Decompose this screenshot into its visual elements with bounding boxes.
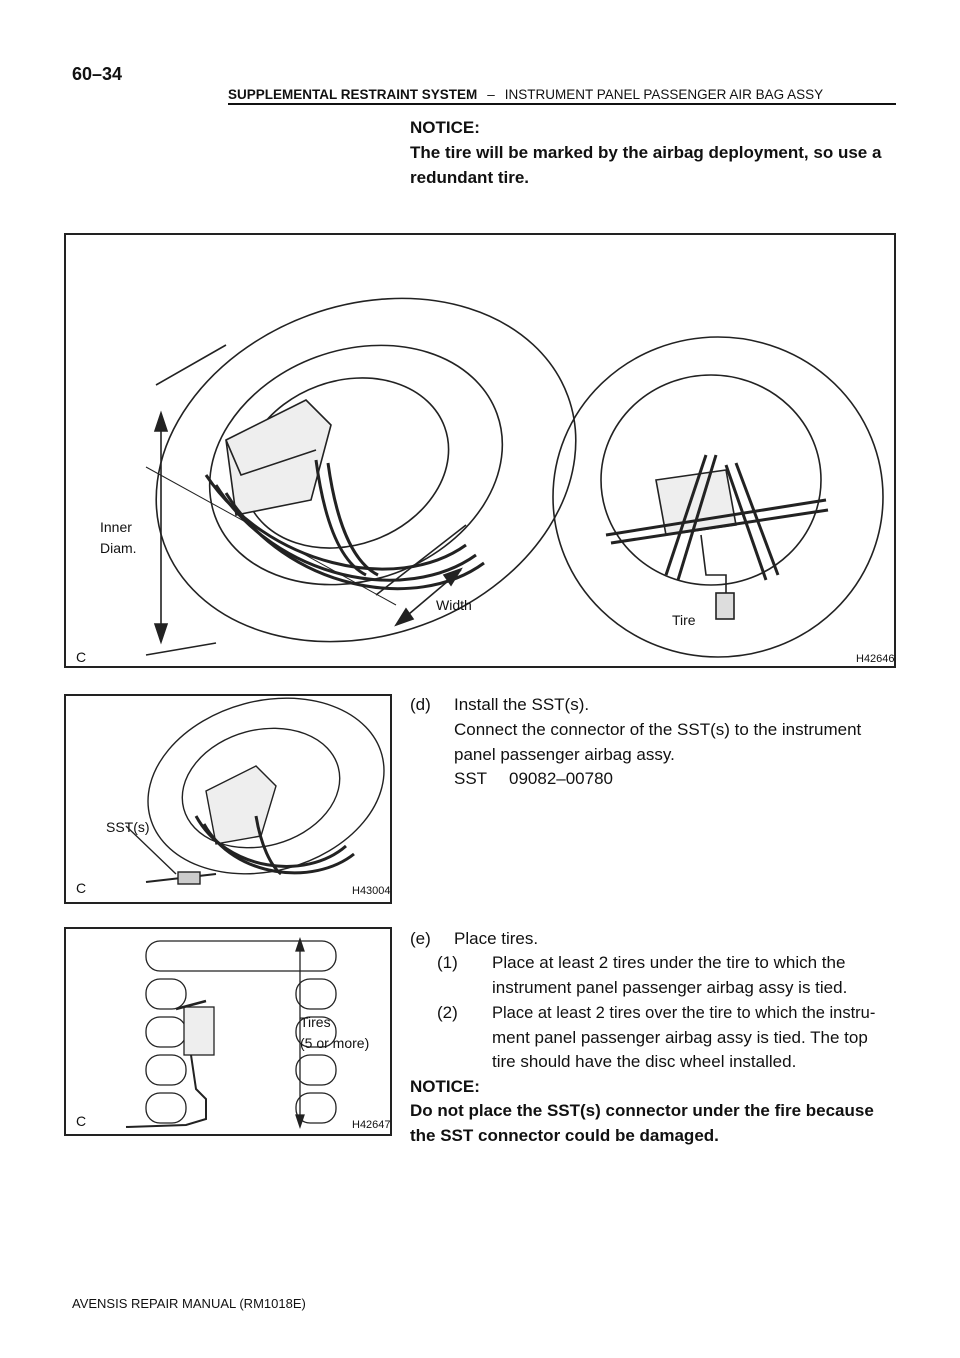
sst-label: SST [454, 769, 488, 788]
label-tires: Tires [300, 1014, 331, 1030]
sst-number: 09082–00780 [509, 769, 614, 788]
step-text: panel passenger airbag assy. [454, 745, 675, 764]
substep-marker: (1) [437, 953, 458, 972]
notice-title: NOTICE: [410, 118, 480, 137]
substep-text: tire should have the disc wheel installed. [492, 1052, 797, 1071]
notice-line: redundant tire. [410, 168, 530, 187]
step-text: Connect the connector of the SST(s) to the instrument [454, 720, 862, 739]
figure-code: H42647 [352, 1119, 391, 1131]
notice-title: NOTICE: [410, 1077, 480, 1096]
figure-corner-mark: C [76, 880, 87, 896]
figure-sst-connection [64, 694, 392, 904]
subsection-title: INSTRUMENT PANEL PASSENGER AIR BAG ASSY [504, 87, 824, 102]
header-separator: – [487, 87, 495, 102]
label-inner: Inner [100, 519, 132, 535]
figure-corner-mark: C [76, 1113, 87, 1129]
tire-stack-illustration [66, 929, 390, 1134]
figure-code: H42646 [856, 653, 895, 665]
substep-text: ment panel passenger airbag assy is tied. The top [492, 1028, 868, 1047]
footer-manual-title: AVENSIS REPAIR MANUAL (RM1018E) [72, 1296, 306, 1311]
substep-marker: (2) [437, 1003, 458, 1022]
step-marker: (e) [410, 929, 431, 948]
sst-illustration [66, 696, 390, 902]
running-header [228, 87, 896, 102]
label-tires-count: (5 or more) [300, 1035, 370, 1051]
substep-text: Place at least 2 tires under the tire to which the [492, 953, 846, 972]
tire-illustration [66, 235, 894, 666]
figure-code: H43004 [352, 885, 391, 897]
notice-line: the SST connector could be damaged. [410, 1126, 719, 1145]
substep-text: instrument panel passenger airbag assy is tied. [492, 978, 848, 997]
figure-corner-mark: C [76, 649, 87, 665]
header-rule [228, 103, 896, 105]
page-number: 60–34 [72, 64, 123, 84]
notice-line: The tire will be marked by the airbag deployment, so use a [410, 143, 882, 162]
label-diam: Diam. [100, 540, 137, 556]
step-title: Install the SST(s). [454, 695, 590, 714]
label-tire: Tire [672, 612, 696, 628]
notice-line: Do not place the SST(s) connector under the fire because [410, 1101, 874, 1120]
substep-text: Place at least 2 tires over the tire to which the instru- [492, 1004, 876, 1022]
label-sst: SST(s) [106, 819, 150, 835]
label-width: Width [436, 597, 472, 613]
section-title: SUPPLEMENTAL RESTRAINT SYSTEM [228, 87, 478, 102]
figure-tire-assembly [64, 233, 896, 668]
figure-tire-stack [64, 927, 392, 1136]
step-title: Place tires. [454, 929, 539, 948]
step-marker: (d) [410, 695, 431, 714]
